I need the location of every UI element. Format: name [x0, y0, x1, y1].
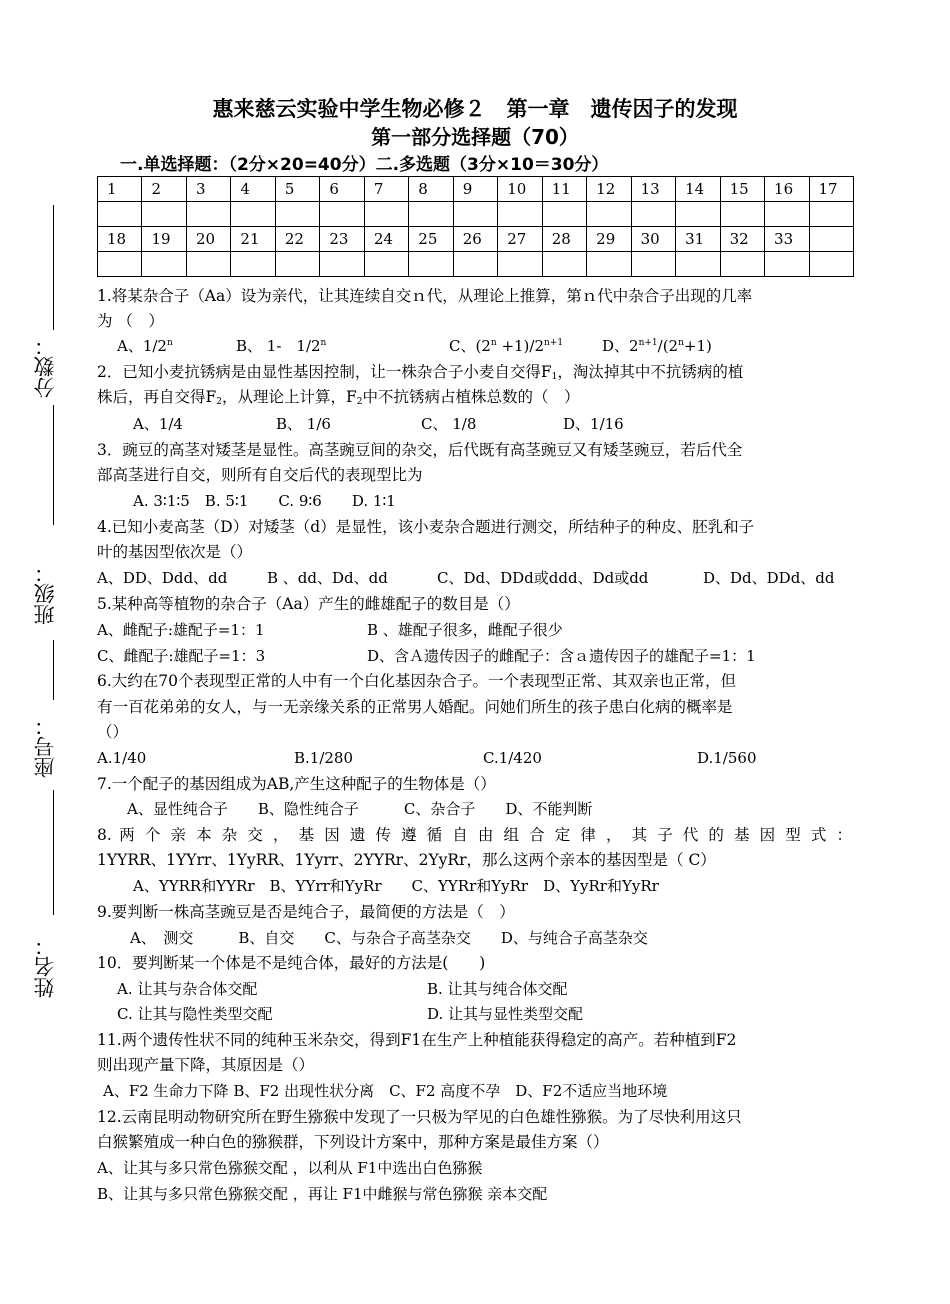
answer-number: 8	[409, 177, 453, 202]
answer-grid	[97, 176, 854, 277]
seat-line-lower	[53, 790, 54, 915]
page-subtitle: 第一部分选择题（70）	[371, 125, 579, 149]
question-6-option-b: B.1/280	[294, 749, 354, 767]
question-2-stem: 2．已知小麦抗锈病是由显性基因控制，让一株杂合子小麦自交得$F_1$，淘汰掉其中不抗锈病的植	[97, 363, 744, 382]
question-11-options: A、F2 生命力下降 B、F2 出现性状分离 C、F2 高度不孕 D、F2不适应当地环境	[103, 1082, 668, 1100]
answer-number: 21	[231, 227, 275, 252]
answer-number: 3	[186, 177, 230, 202]
question-2-option-d: D、1/16	[563, 415, 624, 433]
question-1-stem: 1.将某杂合子（Aa）设为亲代，让其连续自交ｎ代，从理论上推算，第ｎ代中杂合子出现的几率	[97, 287, 753, 305]
question-9-stem: 9.要判断一株高茎豌豆是否是纯合子，最简便的方法是（ ）	[97, 903, 515, 921]
answer-number: 22	[275, 227, 319, 252]
answer-cell[interactable]	[409, 202, 453, 227]
question-10-stem: 10．要判断某一个体是不是纯合体，最好的方法是( )	[97, 954, 486, 972]
seat-line	[53, 640, 54, 700]
question-11-stem: 11.两个遗传性状不同的纯种玉米杂交，得到F1在生产上种植能获得稳定的高产。若种植到F2	[97, 1031, 737, 1049]
answer-number: 7	[364, 177, 408, 202]
answer-cell[interactable]	[542, 252, 586, 277]
question-3-stem: 3．豌豆的高茎对矮茎是显性。高茎豌豆间的杂交，后代既有高茎豌豆又有矮茎豌豆，若后代全	[97, 441, 743, 459]
answer-cell[interactable]	[142, 252, 186, 277]
answer-cell[interactable]	[275, 252, 319, 277]
answer-cell[interactable]	[631, 252, 675, 277]
answer-cell[interactable]	[231, 252, 275, 277]
answer-number: 12	[587, 177, 631, 202]
answer-number: 16	[765, 177, 809, 202]
answer-number: 6	[320, 177, 364, 202]
answer-number: 20	[186, 227, 230, 252]
answer-cell[interactable]	[98, 252, 142, 277]
answer-number: 2	[142, 177, 186, 202]
answer-number: 9	[453, 177, 497, 202]
answer-number: 10	[498, 177, 542, 202]
answer-cell[interactable]	[186, 252, 230, 277]
page-title: 惠来慈云实验中学生物必修２ 第一章 遗传因子的发现	[212, 97, 738, 121]
question-6-option-d: D.1/560	[697, 749, 757, 767]
answer-cell[interactable]	[720, 202, 764, 227]
question-6-option-c: C.1/420	[483, 749, 542, 767]
answer-cell[interactable]	[676, 252, 720, 277]
answer-cell[interactable]	[275, 202, 319, 227]
answer-cell[interactable]	[231, 202, 275, 227]
answer-number: 30	[631, 227, 675, 252]
class-label: 班级：	[33, 562, 57, 625]
answer-grid-number-row	[98, 177, 854, 202]
answer-cell[interactable]	[453, 252, 497, 277]
question-1-option-c: C、$(2^n +1)/2^{n+1}$	[449, 337, 564, 355]
answer-cell[interactable]	[720, 252, 764, 277]
answer-cell[interactable]	[765, 202, 809, 227]
answer-number: 11	[542, 177, 586, 202]
question-5-stem: 5.某种高等植物的杂合子（Aa）产生的雌雄配子的数目是（）	[97, 595, 520, 613]
question-8-stem: 8. 两 个 亲 本 杂 交 ， 基 因 遗 传 遵 循 自 由 组 合 定 律 ， 其 子 代 的 基 因 型 式 ：	[97, 826, 852, 844]
answer-number: 28	[542, 227, 586, 252]
answer-number: 26	[453, 227, 497, 252]
question-2-option-c: C、 1/8	[421, 415, 477, 433]
question-5-option-a: A、雌配子:雄配子=1：1	[97, 621, 265, 639]
answer-number: 25	[409, 227, 453, 252]
question-4-option-a: A、DD、Ddd、dd	[97, 569, 228, 587]
answer-cell[interactable]	[587, 252, 631, 277]
answer-cell[interactable]	[542, 202, 586, 227]
answer-number: 19	[142, 227, 186, 252]
answer-cell[interactable]	[142, 202, 186, 227]
question-6-stem-end: （）	[97, 723, 129, 741]
question-12-option-b: B、让其与多只常色猕猴交配 ，再让 F1中雌猴与常色猕猴 亲本交配	[97, 1185, 548, 1203]
answer-grid-blank-row	[98, 252, 854, 277]
question-5-option-b: B 、雄配子很多，雌配子很少	[367, 621, 563, 639]
question-10-option-a: A. 让其与杂合体交配	[117, 980, 258, 998]
question-8-options: A、YYRR和YYRr B、YYrr和YyRr C、YYRr和YyRr D、YyRr和YyRr	[133, 877, 659, 895]
answer-number: 33	[765, 227, 809, 252]
answer-number: 24	[364, 227, 408, 252]
answer-cell[interactable]	[364, 202, 408, 227]
question-10-option-d: D. 让其与显性类型交配	[427, 1005, 584, 1023]
question-11-stem-cont: 则出现产量下降，其原因是（）	[97, 1056, 315, 1074]
question-5-option-d: D、含Ａ遗传因子的雌配子：含ａ遗传因子的雄配子=1：1	[367, 647, 756, 665]
answer-number: 27	[498, 227, 542, 252]
answer-grid-blank-row	[98, 202, 854, 227]
question-9-options: A、 测交 B、自交 C、与杂合子高茎杂交 D、与纯合子高茎杂交	[130, 929, 648, 947]
answer-grid-number-row	[98, 227, 854, 252]
question-4-option-b: B 、dd、Dd、dd	[267, 569, 388, 587]
question-2-option-b: B、 1/6	[276, 415, 331, 433]
question-5-option-c: C、雌配子:雄配子=1：3	[97, 647, 266, 665]
question-3-stem-cont: 部高茎进行自交，则所有自交后代的表现型比为	[97, 466, 423, 484]
answer-number: 4	[231, 177, 275, 202]
answer-cell[interactable]	[320, 202, 364, 227]
answer-cell[interactable]	[765, 252, 809, 277]
question-4-option-c: C、Dd、DDd或ddd、Dd或dd	[437, 569, 649, 587]
question-6-stem: 6.大约在70个表现型正常的人中有一个白化基因杂合子。一个表现型正常、其双亲也正常，但	[97, 672, 737, 690]
question-12-option-a: A、让其与多只常色猕猴交配 ，以利从 F1中选出白色猕猴	[97, 1159, 483, 1177]
answer-cell[interactable]	[809, 252, 854, 277]
score-line	[53, 205, 54, 330]
question-4-option-d: D、Dd、DDd、dd	[703, 569, 835, 587]
question-7-stem: 7.一个配子的基因组成为AB,产生这种配子的生物体是（）	[97, 775, 496, 793]
answer-number: 18	[98, 227, 142, 252]
answer-number: 5	[275, 177, 319, 202]
question-1-option-a: A、1/2$^n$	[117, 337, 173, 355]
answer-number	[809, 227, 854, 252]
question-2-stem-cont: 株后，再自交得$F_2$，从理论上计算，$F_2$中不抗锈病占植株总数的（ ）	[97, 388, 580, 407]
question-6-option-a: A.1/40	[97, 749, 147, 767]
answer-cell[interactable]	[498, 202, 542, 227]
answer-cell[interactable]	[364, 252, 408, 277]
answer-cell[interactable]	[409, 252, 453, 277]
answer-number: 32	[720, 227, 764, 252]
binding-margin	[0, 0, 95, 1304]
answer-number: 29	[587, 227, 631, 252]
answer-number: 15	[720, 177, 764, 202]
class-line	[53, 405, 54, 525]
question-10-option-c: C. 让其与隐性类型交配	[117, 1005, 273, 1023]
answer-cell[interactable]	[320, 252, 364, 277]
answer-number: 1	[98, 177, 142, 202]
answer-number: 23	[320, 227, 364, 252]
question-2-option-a: A、1/4	[133, 415, 183, 433]
question-12-stem-cont: 白猴繁殖成一种白色的猕猴群，下列设计方案中，那种方案是最佳方案（）	[97, 1133, 609, 1151]
seat-label: 座号：	[33, 715, 57, 778]
question-8-stem-cont: 1YYRR、1YYrr、1YyRR、1Yyrr、2YYRr、2YyRr，那么这两个亲本的基因型是（ C）	[97, 851, 716, 869]
answer-number: 14	[676, 177, 720, 202]
answer-cell[interactable]	[809, 202, 854, 227]
answer-cell[interactable]	[676, 202, 720, 227]
answer-number: 17	[809, 177, 854, 202]
score-label: 分数：	[33, 335, 57, 398]
section-heading: 一.单选择题：（2分×20=40分）二.多选题（3分×10＝30分）	[120, 155, 609, 175]
answer-number: 31	[676, 227, 720, 252]
question-6-stem-cont: 有一百花弟弟的女人，与一无亲缘关系的正常男人婚配。问她们所生的孩子患白化病的概率是	[97, 698, 733, 716]
question-12-stem: 12.云南昆明动物研究所在野生猕猴中发现了一只极为罕见的白色雄性猕猴。为了尽快利用这只	[97, 1108, 742, 1126]
name-label: 姓名：	[33, 935, 57, 998]
answer-cell[interactable]	[587, 202, 631, 227]
question-10-option-b: B. 让其与纯合体交配	[427, 980, 568, 998]
question-4-stem: 4.已知小麦高茎（D）对矮茎（d）是显性，该小麦杂合题进行测交，所结种子的种皮、胚乳和子	[97, 518, 755, 536]
question-1-option-d: D、$2^{n+1}/(2^n+1)$	[602, 337, 712, 355]
question-1-stem-cont: 为 （ ）	[97, 312, 164, 330]
question-7-options: A、显性纯合子 B、隐性纯合子 C、杂合子 D、不能判断	[127, 800, 593, 818]
answer-cell[interactable]	[453, 202, 497, 227]
answer-cell[interactable]	[498, 252, 542, 277]
question-4-stem-cont: 叶的基因型依次是（）	[97, 543, 253, 561]
question-3-options: A. 3∶1∶5 B. 5∶1 C. 9∶6 D. 1∶1	[133, 492, 396, 510]
question-1-option-b: B、 1- 1/2$^n$	[236, 337, 327, 355]
answer-cell[interactable]	[631, 202, 675, 227]
answer-cell[interactable]	[98, 202, 142, 227]
answer-number: 13	[631, 177, 675, 202]
answer-cell[interactable]	[186, 202, 230, 227]
